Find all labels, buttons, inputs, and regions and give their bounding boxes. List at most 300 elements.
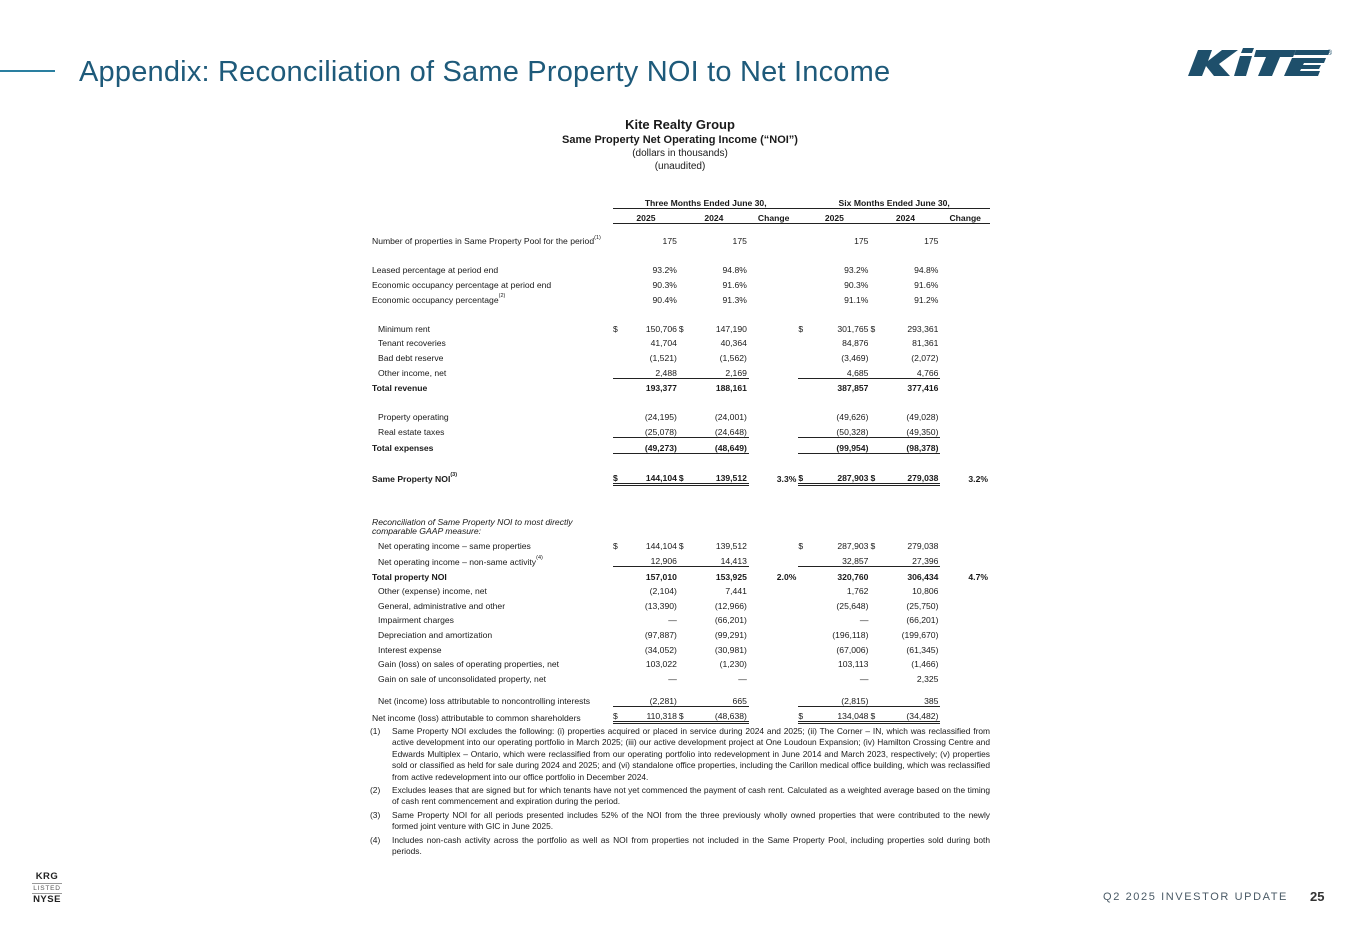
- table-cell: 4,766: [883, 363, 941, 378]
- change-cell: [749, 224, 798, 247]
- table-cell: 144,104: [645, 541, 677, 552]
- table-cell: 91.1%: [844, 294, 869, 305]
- row-label: [370, 625, 613, 640]
- change-cell: [749, 408, 798, 423]
- table-cell: (12,966): [714, 600, 747, 611]
- table-year-header-row: [370, 208, 990, 224]
- row-label-text: Reconciliation of Same Property NOI to most directly comparable GAAP measure:: [372, 516, 573, 537]
- currency-symbol: [613, 363, 625, 378]
- table-cell: 93.2%: [844, 265, 869, 276]
- table-cell: 134,048: [811, 706, 871, 723]
- currency-symbol: [613, 348, 625, 363]
- change-cell: [940, 319, 990, 334]
- table-cell: 147,190: [715, 323, 747, 334]
- currency-symbol: [679, 655, 691, 670]
- currency-symbol: [870, 422, 882, 437]
- table-cell: 94.8%: [914, 265, 939, 276]
- currency-symbol: [679, 437, 691, 453]
- row-label: [370, 596, 613, 611]
- change-cell: 3.3%: [776, 474, 797, 485]
- table-cell: 110,318: [625, 706, 679, 723]
- row-label-text: Gain (loss) on sales of operating properties, net: [378, 659, 560, 670]
- table-cell: —: [668, 615, 677, 626]
- row-label-text: Interest expense: [378, 644, 442, 655]
- table-cell: [691, 515, 749, 537]
- currency-symbol: [870, 567, 882, 582]
- currency-symbol: [679, 625, 691, 640]
- footnote-ref: (1): [594, 234, 601, 241]
- currency-symbol: [870, 363, 882, 378]
- change-cell: [940, 537, 990, 552]
- currency-symbol: $: [613, 323, 618, 334]
- table-cell: (67,006): [836, 644, 869, 655]
- change-cell: [749, 611, 798, 626]
- table-row: [370, 437, 990, 453]
- row-label: [370, 408, 613, 423]
- row-label: [370, 537, 613, 552]
- table-row: [370, 567, 990, 582]
- table-cell: 385: [883, 684, 941, 707]
- currency-symbol: $: [798, 323, 804, 334]
- currency-symbol: [870, 551, 882, 566]
- table-cell: (1,466): [911, 659, 939, 670]
- row-label-text: Net (income) loss attributable to noncontrolling interests: [378, 695, 591, 706]
- table-cell: 139,512: [691, 468, 749, 484]
- footer-label: Q2 2025 INVESTOR UPDATE: [1103, 891, 1288, 903]
- spacer-row: [370, 393, 990, 408]
- currency-symbol: [613, 422, 625, 437]
- change-cell: [940, 640, 990, 655]
- table-cell: 41,704: [650, 338, 677, 349]
- currency-symbol: [870, 611, 882, 626]
- table-row: [370, 655, 990, 670]
- table-cell: 1,762: [846, 586, 869, 597]
- currency-symbol: [798, 596, 810, 611]
- currency-symbol: [870, 275, 882, 290]
- table-cell: 287,903: [837, 541, 869, 552]
- currency-symbol: [679, 611, 691, 626]
- table-cell: 103,022: [645, 659, 677, 670]
- change-cell: [940, 224, 990, 247]
- row-label-text: Total property NOI: [372, 571, 447, 582]
- spacer-row: [370, 246, 990, 261]
- currency-symbol: [870, 437, 882, 453]
- table-row: [370, 261, 990, 276]
- table-cell: (13,390): [644, 600, 677, 611]
- currency-symbol: [870, 640, 882, 655]
- table-cell: (196,118): [832, 630, 869, 641]
- footnote: [370, 726, 990, 783]
- table-cell: (3,469): [841, 352, 869, 363]
- column-header: 2025: [613, 208, 679, 224]
- page-number: 25: [1310, 889, 1325, 904]
- row-label-text: Gain on sale of unconsolidated property, net: [378, 673, 547, 684]
- table-cell: (61,345): [906, 644, 939, 655]
- table-cell: 91.6%: [722, 279, 747, 290]
- change-cell: [940, 551, 990, 566]
- row-label: [370, 437, 613, 453]
- currency-symbol: [679, 422, 691, 437]
- change-cell: [749, 640, 798, 655]
- table-cell: (48,638): [691, 706, 749, 723]
- currency-symbol: $: [798, 541, 804, 552]
- currency-symbol: [798, 669, 810, 684]
- row-label-text: Net operating income – non-same activity: [378, 556, 537, 567]
- table-row: [370, 319, 990, 334]
- change-cell: [940, 669, 990, 684]
- change-cell: [749, 625, 798, 640]
- column-header: 2024: [679, 208, 749, 224]
- change-cell: [940, 261, 990, 276]
- currency-symbol: [613, 582, 625, 597]
- currency-symbol: [679, 551, 691, 566]
- currency-symbol: [679, 363, 691, 378]
- currency-symbol: [798, 261, 810, 276]
- row-label-text: Bad debt reserve: [378, 352, 444, 363]
- currency-symbol: [679, 378, 691, 393]
- table-cell: (25,648): [836, 600, 869, 611]
- currency-symbol: [798, 334, 810, 349]
- currency-symbol: [798, 551, 810, 566]
- column-header: Change: [940, 208, 990, 224]
- table-cell: 90.4%: [652, 294, 677, 305]
- currency-symbol: [679, 275, 691, 290]
- currency-symbol: [870, 625, 882, 640]
- table-cell: (99,291): [714, 630, 747, 641]
- kite-logo: [1188, 44, 1333, 80]
- page-title: Appendix: Reconciliation of Same Property NOI to Net Income: [79, 56, 891, 88]
- change-cell: 3.2%: [968, 474, 988, 485]
- table-cell: 188,161: [715, 383, 747, 394]
- footnote-text: Excludes leases that are signed but for which tenants have not yet commenced the payment of cash rent. Calculated as a weighted average based on the timing of cash rent commencement and expiration during the period.: [392, 785, 990, 807]
- table-cell: (49,028): [906, 412, 939, 423]
- report-title: Same Property Net Operating Income (“NOI”): [562, 134, 798, 146]
- spacer-row: [370, 500, 990, 515]
- change-cell: [940, 706, 990, 723]
- row-label-text: Net operating income – same properties: [378, 541, 531, 552]
- row-label: [370, 224, 613, 247]
- change-cell: [749, 655, 798, 670]
- currency-symbol: [613, 408, 625, 423]
- change-cell: [940, 363, 990, 378]
- footnote-number: (3): [370, 809, 381, 820]
- row-label: [370, 551, 613, 566]
- row-label: [370, 348, 613, 363]
- footnote-ref: (3): [450, 472, 458, 479]
- report-company: Kite Realty Group: [625, 117, 735, 132]
- table-cell: (24,001): [714, 412, 747, 423]
- table-cell: 175: [732, 236, 747, 247]
- report-units: (dollars in thousands): [632, 148, 728, 159]
- currency-symbol: [798, 611, 810, 626]
- row-label: [370, 319, 613, 334]
- table-cell: 91.2%: [914, 294, 939, 305]
- table-cell: (49,273): [625, 437, 679, 453]
- currency-symbol: [613, 551, 625, 566]
- change-cell: [940, 275, 990, 290]
- currency-symbol: [613, 640, 625, 655]
- spacer-row: [370, 305, 990, 320]
- table-cell: 90.3%: [844, 279, 869, 290]
- currency-symbol: [870, 224, 882, 247]
- currency-symbol: [613, 515, 625, 537]
- table-cell: 150,706: [645, 323, 677, 334]
- row-label-text: Same Property NOI: [372, 474, 451, 485]
- table-cell: 40,364: [720, 338, 747, 349]
- table-cell: 157,010: [645, 571, 677, 582]
- table-cell: 144,104: [625, 468, 679, 484]
- table-cell: 81,361: [912, 338, 939, 349]
- table-row: [370, 706, 990, 723]
- currency-symbol: [798, 515, 810, 537]
- currency-symbol: [870, 515, 882, 537]
- table-cell: (98,378): [883, 437, 941, 453]
- table-cell: (25,750): [906, 600, 939, 611]
- currency-symbol: [613, 261, 625, 276]
- table-row: [370, 515, 990, 537]
- table-cell: (2,104): [649, 586, 677, 597]
- change-cell: [940, 655, 990, 670]
- table-cell: 175: [854, 236, 869, 247]
- table-cell: (24,195): [644, 412, 677, 423]
- currency-symbol: [679, 669, 691, 684]
- currency-symbol: [870, 290, 882, 305]
- table-cell: (50,328): [811, 422, 871, 437]
- table-cell: 377,416: [907, 383, 939, 394]
- currency-symbol: [679, 224, 691, 247]
- currency-symbol: [870, 261, 882, 276]
- spacer-row: [370, 484, 990, 500]
- currency-symbol: [679, 582, 691, 597]
- footnote-ref: (4): [536, 554, 543, 561]
- currency-symbol: [679, 684, 691, 707]
- table-row: [370, 684, 990, 707]
- currency-symbol: [613, 378, 625, 393]
- row-label-text: Real estate taxes: [378, 427, 445, 438]
- footnote-text: Includes non-cash activity across the portfolio as well as NOI from properties not included in the Same Property Pool, including properties sold during both periods.: [392, 834, 990, 857]
- column-header: 2024: [870, 208, 940, 224]
- table-cell: (2,815): [811, 684, 871, 707]
- currency-symbol: [613, 669, 625, 684]
- currency-symbol: [679, 596, 691, 611]
- change-cell: [940, 515, 990, 537]
- currency-symbol: [870, 378, 882, 393]
- change-cell: [940, 611, 990, 626]
- change-cell: [940, 625, 990, 640]
- row-label-text: Total revenue: [372, 383, 428, 394]
- table-cell: 90.3%: [652, 279, 677, 290]
- row-label: [370, 669, 613, 684]
- row-label: [370, 334, 613, 349]
- table-cell: 27,396: [883, 551, 941, 566]
- change-cell: [749, 378, 798, 393]
- report-audit-status: (unaudited): [654, 161, 706, 172]
- currency-symbol: [679, 408, 691, 423]
- row-label-text: Economic occupancy percentage: [372, 294, 499, 305]
- footnote-number: (4): [370, 834, 381, 845]
- row-label-text: Other income, net: [378, 368, 447, 379]
- footnote-text: Same Property NOI excludes the following: (i) properties acquired or placed in service during 2024 and 2025; (ii) The Corner – IN, which was reclassified from active development into our operating portfolio in March 2025; (iii) our active development project at One Loudoun Expansion; (iv) Hamilton Crossing Centre and Edwards Multiplex – Ontario, which were reclassified from our operating portfolio into redevelopment in June 2014 and March 2023, respectively; (v) properties sold or classified as held for sale during 2024 and 2025; and (vi) standalone office properties, including the Carillon medical office building, which was reclassified from active redevelopment into our office portfolio in December 2024.: [392, 726, 990, 782]
- change-cell: [940, 334, 990, 349]
- footnote-number: (2): [370, 785, 381, 796]
- table-cell: (2,281): [625, 684, 679, 707]
- change-cell: [749, 537, 798, 552]
- table-group-header-row: [370, 193, 990, 208]
- currency-symbol: [798, 655, 810, 670]
- currency-symbol: [870, 582, 882, 597]
- currency-symbol: [870, 655, 882, 670]
- currency-symbol: $: [798, 468, 810, 484]
- change-cell: [940, 378, 990, 393]
- column-header: Change: [749, 208, 798, 224]
- table-cell: (1,230): [719, 659, 747, 670]
- row-label-text: General, administrative and other: [378, 600, 506, 611]
- column-header: 2025: [798, 208, 870, 224]
- table-cell: (97,887): [644, 630, 677, 641]
- row-label: [370, 363, 613, 378]
- currency-symbol: [679, 515, 691, 537]
- table-cell: 84,876: [842, 338, 869, 349]
- row-label: [370, 261, 613, 276]
- currency-symbol: [679, 334, 691, 349]
- row-label: [370, 422, 613, 437]
- change-cell: [749, 275, 798, 290]
- change-cell: [749, 334, 798, 349]
- currency-symbol: [798, 378, 810, 393]
- table-cell: 4,685: [811, 363, 871, 378]
- table-cell: (49,626): [836, 412, 869, 423]
- row-label: [370, 706, 613, 723]
- currency-symbol: [679, 348, 691, 363]
- table-cell: 665: [691, 684, 749, 707]
- table-cell: (30,981): [714, 644, 747, 655]
- currency-symbol: $: [613, 706, 625, 723]
- table-cell: 94.8%: [722, 265, 747, 276]
- table-cell: 2,488: [625, 363, 679, 378]
- change-cell: [749, 437, 798, 453]
- change-cell: [749, 582, 798, 597]
- table-row: [370, 378, 990, 393]
- row-label: [370, 567, 613, 582]
- currency-symbol: [613, 655, 625, 670]
- footnote: [370, 785, 990, 808]
- row-label-text: Property operating: [378, 412, 449, 423]
- change-cell: [749, 261, 798, 276]
- change-cell: [749, 684, 798, 707]
- currency-symbol: [870, 669, 882, 684]
- change-cell: [749, 551, 798, 566]
- currency-symbol: [798, 290, 810, 305]
- row-label: [370, 582, 613, 597]
- table-row: [370, 348, 990, 363]
- change-cell: [940, 290, 990, 305]
- currency-symbol: [679, 640, 691, 655]
- table-cell: (34,052): [644, 644, 677, 655]
- table-row: [370, 290, 990, 305]
- currency-symbol: [798, 640, 810, 655]
- currency-symbol: [679, 567, 691, 582]
- table-cell: 12,906: [625, 551, 679, 566]
- table-cell: 139,512: [715, 541, 747, 552]
- currency-symbol: [613, 290, 625, 305]
- currency-symbol: [613, 567, 625, 582]
- currency-symbol: $: [870, 323, 876, 334]
- currency-symbol: [798, 625, 810, 640]
- table-row: [370, 224, 990, 247]
- currency-symbol: [679, 290, 691, 305]
- change-cell: [749, 348, 798, 363]
- currency-symbol: [613, 275, 625, 290]
- table-cell: 2,169: [691, 363, 749, 378]
- currency-symbol: $: [678, 541, 684, 552]
- footnote-number: (1): [370, 726, 381, 736]
- table-row: [370, 422, 990, 437]
- change-cell: [749, 515, 798, 537]
- footnote: [370, 835, 990, 858]
- currency-symbol: [870, 348, 882, 363]
- change-cell: [940, 348, 990, 363]
- table-row: [370, 551, 990, 566]
- change-cell: 2.0%: [776, 571, 797, 582]
- currency-symbol: [870, 408, 882, 423]
- table-cell: 2,325: [916, 673, 939, 684]
- table-cell: 93.2%: [652, 265, 677, 276]
- table-cell: (1,521): [649, 352, 677, 363]
- row-label-text: Impairment charges: [378, 615, 454, 626]
- table-cell: 301,765: [837, 323, 869, 334]
- table-cell: —: [668, 673, 677, 684]
- table-cell: (24,648): [691, 422, 749, 437]
- spacer-row: [370, 453, 990, 468]
- table-cell: 279,038: [883, 468, 941, 484]
- table-row: [370, 408, 990, 423]
- currency-symbol: [613, 684, 625, 707]
- currency-symbol: [798, 224, 810, 247]
- column-group-six-months: Six Months Ended June 30,: [798, 193, 990, 208]
- table-cell: (48,649): [691, 437, 749, 453]
- row-label-text: Depreciation and amortization: [378, 630, 493, 641]
- table-cell: 193,377: [645, 383, 677, 394]
- row-label: [370, 275, 613, 290]
- footnote-text: Same Property NOI for all periods presented includes 52% of the NOI from the three previously wholly owned properties that were contributed to the newly formed joint venture with GIC in June 2025.: [392, 809, 990, 832]
- table-cell: [883, 515, 941, 537]
- table-cell: (2,072): [911, 352, 939, 363]
- currency-symbol: [613, 224, 625, 247]
- currency-symbol: [798, 437, 810, 453]
- currency-symbol: [870, 334, 882, 349]
- change-cell: [749, 290, 798, 305]
- table-cell: 175: [924, 236, 939, 247]
- row-label: [370, 640, 613, 655]
- table-row: [370, 582, 990, 597]
- table-cell: (99,954): [811, 437, 871, 453]
- row-label: [370, 515, 613, 537]
- table-cell: (1,562): [719, 352, 747, 363]
- change-cell: [940, 422, 990, 437]
- change-cell: [749, 706, 798, 723]
- stock-listing-badge: [32, 871, 62, 906]
- currency-symbol: [613, 611, 625, 626]
- currency-symbol: [798, 408, 810, 423]
- row-label-text: Minimum rent: [378, 323, 431, 334]
- title-accent-line: [0, 70, 55, 72]
- currency-symbol: $: [613, 468, 625, 484]
- row-label-text: Number of properties in Same Property Pool for the period: [372, 235, 595, 246]
- table-cell: 103,113: [838, 659, 869, 670]
- change-cell: [940, 684, 990, 707]
- row-label: [370, 378, 613, 393]
- table-cell: 387,857: [837, 383, 869, 394]
